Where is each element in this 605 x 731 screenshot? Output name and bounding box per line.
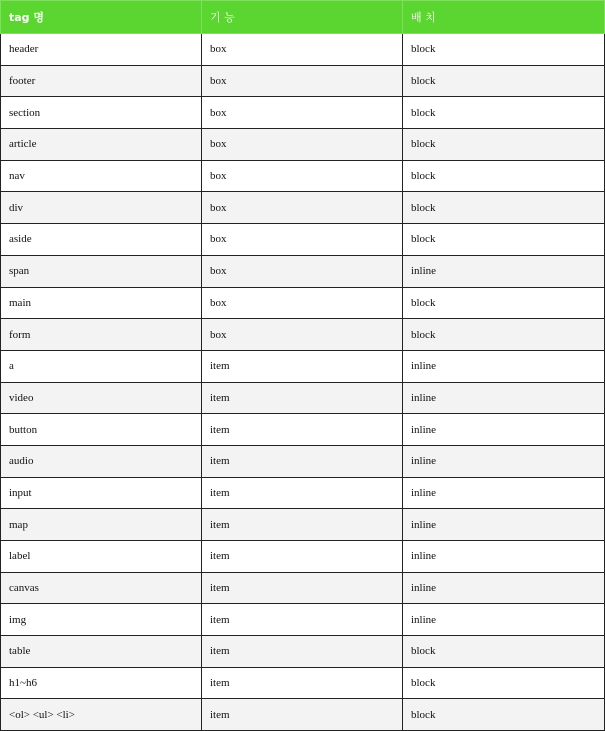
cell-tag-name: map [1,509,202,541]
cell-function: box [202,255,403,287]
cell-placement: block [403,699,605,731]
cell-tag-name: nav [1,160,202,192]
cell-tag-name: div [1,192,202,224]
cell-function: item [202,414,403,446]
cell-function: item [202,350,403,382]
cell-function: item [202,667,403,699]
cell-placement: inline [403,604,605,636]
table-row [1,129,605,161]
cell-placement: inline [403,382,605,414]
cell-tag-name: article [1,129,202,161]
cell-placement: inline [403,509,605,541]
cell-function: box [202,192,403,224]
cell-function: item [202,699,403,731]
cell-function: box [202,224,403,256]
cell-placement: block [403,97,605,129]
cell-function: box [202,97,403,129]
table-row [1,65,605,97]
cell-placement: inline [403,255,605,287]
cell-tag-name: aside [1,224,202,256]
cell-placement: inline [403,572,605,604]
table-row [1,445,605,477]
table-row [1,34,605,66]
cell-placement: block [403,224,605,256]
cell-function: box [202,129,403,161]
cell-tag-name: span [1,255,202,287]
table-row [1,350,605,382]
cell-placement: inline [403,414,605,446]
cell-tag-name: label [1,541,202,573]
table-row [1,97,605,129]
cell-tag-name: <ol> <ul> <li> [1,699,202,731]
table-row [1,604,605,636]
cell-tag-name: img [1,604,202,636]
cell-tag-name: a [1,350,202,382]
cell-placement: block [403,129,605,161]
cell-tag-name: video [1,382,202,414]
cell-function: item [202,572,403,604]
cell-placement: inline [403,541,605,573]
cell-placement: block [403,319,605,351]
cell-function: box [202,287,403,319]
table-body [1,34,605,731]
cell-tag-name: input [1,477,202,509]
cell-function: item [202,509,403,541]
table-row [1,414,605,446]
cell-placement: inline [403,445,605,477]
cell-placement: block [403,667,605,699]
table-row [1,382,605,414]
cell-placement: inline [403,350,605,382]
cell-function: item [202,382,403,414]
cell-tag-name: header [1,34,202,66]
table-header [1,1,605,34]
table-row [1,255,605,287]
header-tag-name: tag 명 [1,1,202,34]
cell-function: item [202,445,403,477]
cell-function: box [202,319,403,351]
cell-tag-name: h1~h6 [1,667,202,699]
table-row [1,636,605,668]
cell-placement: block [403,287,605,319]
table-row [1,667,605,699]
table-row [1,224,605,256]
cell-tag-name: button [1,414,202,446]
cell-tag-name: footer [1,65,202,97]
cell-function: box [202,34,403,66]
table-row [1,699,605,731]
cell-placement: inline [403,477,605,509]
cell-function: item [202,477,403,509]
table-row [1,319,605,351]
cell-placement: block [403,192,605,224]
cell-tag-name: audio [1,445,202,477]
cell-tag-name: canvas [1,572,202,604]
table-row [1,287,605,319]
table-row [1,477,605,509]
cell-placement: block [403,65,605,97]
cell-function: item [202,604,403,636]
table-row [1,541,605,573]
cell-function: box [202,160,403,192]
cell-placement: block [403,160,605,192]
cell-tag-name: form [1,319,202,351]
cell-function: item [202,636,403,668]
header-function: 기 능 [202,1,403,34]
cell-function: box [202,65,403,97]
cell-tag-name: main [1,287,202,319]
table-row [1,572,605,604]
table-row [1,509,605,541]
cell-placement: block [403,636,605,668]
header-placement: 배 치 [403,1,605,34]
cell-placement: block [403,34,605,66]
cell-function: item [202,541,403,573]
cell-tag-name: table [1,636,202,668]
cell-tag-name: section [1,97,202,129]
table-row [1,160,605,192]
header-row [1,1,605,34]
table-row [1,192,605,224]
